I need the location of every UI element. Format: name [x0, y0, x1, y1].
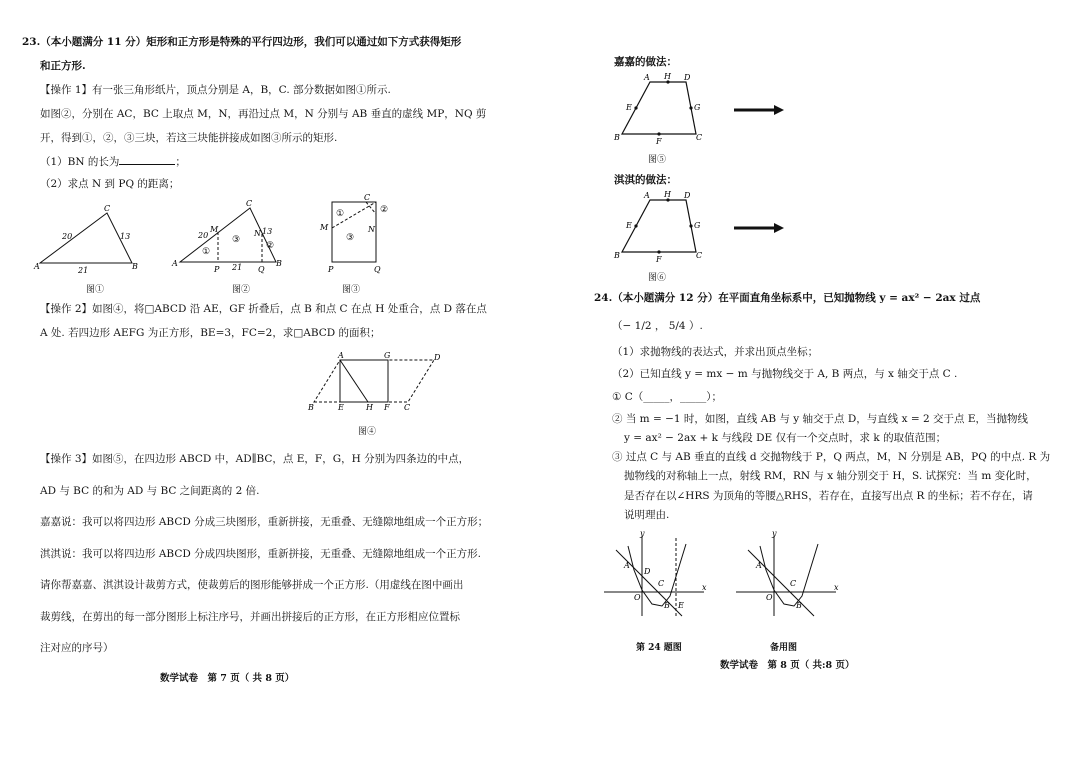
fig5-label-G: G	[694, 103, 701, 112]
fig4-label-E: E	[338, 403, 344, 412]
fig5-label-F: F	[656, 137, 662, 146]
graph1-label-x: x	[702, 583, 707, 592]
fig2-len-ab: 21	[232, 263, 243, 272]
q23-sub1-text: （1）BN 的长为	[40, 156, 120, 168]
graph1-label-B: B	[664, 601, 670, 610]
fig2-label-M: M	[210, 225, 219, 234]
q24-s2c1: ③ 过点 C 与 AB 垂直的直线 d 交抛物线于 P，Q 两点，M，N 分别是 AB，PQ 的中点. R 为	[612, 451, 1051, 463]
graph2-label-B: B	[796, 601, 802, 610]
graph1-label-O: O	[634, 593, 641, 602]
fig1-len-ab: 21	[78, 266, 89, 275]
q23-line1: 23.（本小题满分 11 分）矩形和正方形是特殊的平行四边形，我们可以通过如下方式获得矩形	[22, 36, 462, 48]
q23-op1-line2: 如图②，分别在 AC，BC 上取点 M，N，再沿过点 M，N 分别与 AB 垂直的虚线 MP，NQ 剪	[40, 108, 487, 120]
fig4-label-B: B	[308, 403, 314, 412]
fig2-label-A: A	[172, 259, 178, 268]
fig6-label-H: H	[664, 190, 671, 199]
fig2-label-P: P	[214, 265, 220, 274]
q23-sub2: （2）求点 N 到 PQ 的距离；	[40, 178, 180, 190]
fig6-label-A: A	[644, 191, 650, 200]
fig2-label-B: B	[276, 259, 282, 268]
q24-s2b2: y = ax² − 2ax + k 与线段 DE 仅有一个交点时，求 k 的取值范围；	[624, 432, 947, 444]
q23-op2-line2: A 处. 若四边形 AEFG 为正方形，BE=3，FC=2，求□ABCD 的面积；	[40, 327, 381, 339]
q23-jiajia: 嘉嘉说：我可以将四边形 ABCD 分成三块图形，重新拼接，无重叠、无缝隙地组成一个正方形；	[40, 516, 489, 528]
graph1-caption: 第 24 题图	[636, 643, 682, 653]
q24-s2c2: 抛物线的对称轴上一点，射线 RM，RN 与 x 轴分别交于 H，S. 试探究：当 m 变化时，	[624, 470, 1037, 482]
fig2-caption: 图②	[232, 285, 251, 295]
fig6-label-C: C	[696, 251, 703, 260]
fig4-label-F: F	[384, 403, 390, 412]
spare-graph-drawing	[736, 530, 840, 620]
answer-blank	[119, 155, 175, 165]
q24-line1: 24.（本小题满分 12 分）在平面直角坐标系中，已知抛物线 y = ax² − 2ax 过点	[594, 292, 981, 304]
fig4-label-D: D	[434, 353, 441, 362]
q23-ask1: 请你帮嘉嘉、淇淇设计裁剪方式，使裁剪后的图形能够拼成一个正方形.（用虚线在图中画出	[40, 579, 464, 591]
figure-2	[172, 198, 288, 274]
q23-op1-line3: 开，得到①，②，③三块，若这三块能拼接成如图③所示的矩形.	[40, 132, 338, 144]
fig5-label-D: D	[684, 73, 691, 82]
q23-op2-line1: 【操作 2】如图④，将□ABCD 沿 AE，GF 折叠后，点 B 和点 C 在点 H 处重合，点 D 落在点	[40, 303, 487, 315]
q24-s2b1: ② 当 m = −1 时，如图，直线 AB 与 y 轴交于点 D，与直线 x = 2 交于点 E，当抛物线	[612, 413, 1029, 425]
figure-1-drawing	[34, 205, 144, 275]
fig1-len-bc: 13	[120, 232, 131, 241]
q23-line2: 和正方形.	[40, 60, 86, 72]
fig4-label-A: A	[338, 351, 344, 360]
fig1-label-C: C	[104, 204, 111, 213]
fig3-label-N: N	[368, 225, 375, 234]
q23-qiqi: 淇淇说：我可以将四边形 ABCD 分成四块图形，重新拼接，无重叠、无缝隙地组成一个正方形.	[40, 548, 481, 560]
graph2-label-O: O	[766, 593, 773, 602]
fig6-label-F: F	[656, 255, 662, 264]
graph1-label-E: E	[678, 601, 684, 610]
fig4-caption: 图④	[358, 427, 377, 437]
q24-graph-drawing	[604, 530, 708, 620]
figure-6	[610, 190, 710, 262]
fig5-label-C: C	[696, 133, 703, 142]
figure-3-drawing	[318, 192, 398, 274]
q23-sub1-end: ；	[175, 156, 186, 168]
fig6-label-B: B	[614, 251, 620, 260]
fig4-label-C: C	[404, 403, 411, 412]
right-footer: 数学试卷 第 8 页（ 共:8 页）	[720, 660, 855, 671]
fig3-label-M: M	[320, 223, 329, 232]
fig3-label-P: P	[328, 265, 334, 274]
arrow-right-icon	[734, 222, 784, 234]
figure-3	[318, 192, 398, 274]
fig1-len-ac: 20	[62, 232, 73, 241]
figure-6-drawing	[610, 190, 710, 262]
fig6-label-D: D	[684, 191, 691, 200]
fig3-piece-2: ②	[380, 205, 389, 215]
q24-s1: （1）求抛物线的表达式，并求出顶点坐标；	[612, 346, 819, 358]
graph1-label-A: A	[624, 561, 630, 570]
fig1-caption: 图①	[86, 285, 105, 295]
qiqi-method-label: 淇淇的做法：	[614, 174, 677, 186]
graph1-label-C: C	[658, 579, 665, 588]
fig5-label-A: A	[644, 73, 650, 82]
fig4-label-G: G	[384, 351, 391, 360]
jiajia-method-label: 嘉嘉的做法：	[614, 56, 677, 68]
q23-sub1	[40, 155, 186, 169]
fig4-label-H: H	[366, 403, 373, 412]
q23-op3-line2: AD 与 BC 的和为 AD 与 BC 之间距离的 2 倍.	[40, 485, 260, 497]
q23-ask3: 注对应的序号）	[40, 642, 114, 654]
figure-1	[34, 205, 144, 275]
arrow-right-icon	[734, 104, 784, 116]
fig1-label-A: A	[34, 262, 40, 271]
fig5-caption: 图⑤	[648, 155, 667, 165]
left-footer: 数学试卷 第 7 页（ 共 8 页）	[160, 673, 295, 684]
q24-s2: （2）已知直线 y = mx − m 与抛物线交于 A, B 两点，与 x 轴交于点 C .	[612, 368, 958, 380]
fig3-label-C: C	[364, 193, 371, 202]
fig6-label-G: G	[694, 221, 701, 230]
figure-2-drawing	[172, 198, 288, 274]
figure-5-drawing	[610, 72, 710, 144]
fig1-label-B: B	[132, 262, 138, 271]
graph1-label-y: y	[640, 529, 645, 538]
q23-op1-line1: 【操作 1】有一张三角形纸片，顶点分别是 A，B，C. 部分数据如图①所示.	[40, 84, 391, 96]
fig2-label-Q: Q	[258, 265, 265, 274]
q23-op3-line1: 【操作 3】如图⑤，在四边形 ABCD 中，AD∥BC，点 E，F，G，H 分别为四条边的中点，	[40, 453, 470, 465]
fig2-len-bc: 13	[262, 227, 273, 236]
fig3-piece-3: ③	[346, 233, 355, 243]
q24-s2a: ① C（_____，_____）；	[612, 391, 723, 403]
figure-4-drawing	[306, 350, 446, 416]
figure-5	[610, 72, 710, 144]
spare-graph	[736, 530, 840, 620]
fig5-label-H: H	[664, 72, 671, 81]
graph2-label-A: A	[756, 561, 762, 570]
graph2-label-C: C	[790, 579, 797, 588]
fig5-label-B: B	[614, 133, 620, 142]
q24-s2c4: 说明理由.	[624, 509, 670, 521]
fig2-label-C: C	[246, 199, 253, 208]
fig5-label-E: E	[626, 103, 632, 112]
graph2-label-x: x	[834, 583, 839, 592]
graph2-caption: 备用图	[770, 643, 798, 653]
fig3-label-Q: Q	[374, 265, 381, 274]
graph1-label-D: D	[644, 567, 651, 576]
fig2-label-N: N	[254, 229, 261, 238]
fig2-len-ac: 20	[198, 231, 209, 240]
fig2-piece-2: ②	[266, 241, 275, 251]
fig2-piece-3: ③	[232, 235, 241, 245]
fig3-caption: 图③	[342, 285, 361, 295]
q24-s2c3: 是否存在以∠HRS 为顶角的等腰△RHS，若存在，直接写出点 R 的坐标；若不存在，请	[624, 490, 1033, 502]
fig2-piece-1: ①	[202, 247, 211, 257]
figure-4	[306, 350, 446, 416]
q23-ask2: 裁剪线，在剪出的每一部分图形上标注序号，并画出拼接后的正方形，在正方形相应位置标	[40, 611, 460, 623]
fig6-label-E: E	[626, 221, 632, 230]
fig3-piece-1: ①	[336, 209, 345, 219]
graph2-label-y: y	[772, 529, 777, 538]
q24-point: （− 1/2 ， 5/4 ）.	[612, 320, 703, 332]
fig6-caption: 图⑥	[648, 273, 667, 283]
q24-graph	[604, 530, 708, 620]
